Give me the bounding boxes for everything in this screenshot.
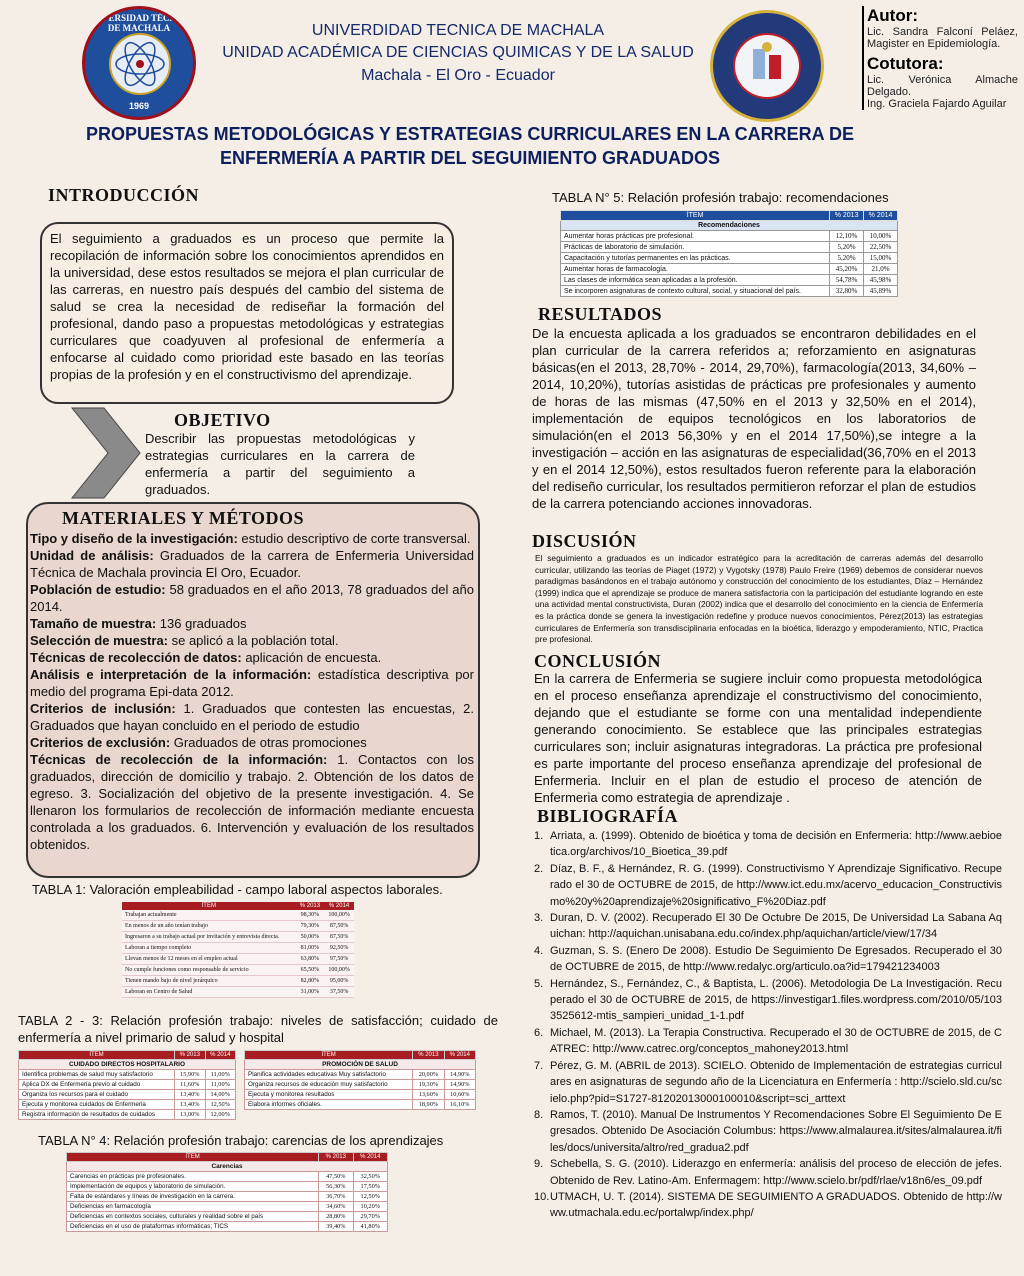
reference-item: 4. Guzman, S. S. (Enero De 2008). Estudio De Seguimiento De Egresados. Recuperado el 30 de OCTUBRE de 2015, de http://www.redalyc.org/articulo.oa?id=179421234003 (534, 944, 1002, 974)
materiales-item: Tamaño de muestra: 136 graduados (30, 616, 247, 631)
table-header: % 2014 (353, 1153, 387, 1162)
materiales-item: Unidad de análisis: Graduados de la carrera de Enfermeria Universidad Técnica de Machala provincia El Oro, Ecuador. (30, 548, 474, 580)
table-header: ÍTEM (67, 1153, 319, 1162)
table-row: Tienen mando bajo de nivel jerárquico 82,80% 95,00% (122, 976, 354, 987)
table-row: Ejecuta y monitorea cuidados de Enfermeria 13,40% 12,50% (19, 1100, 236, 1110)
tabla23-caption: TABLA 2 - 3: Relación profesión trabajo: niveles de satisfacción; cuidado de enfermería a nivel primario de salud y hospital (18, 1013, 498, 1045)
tabla1-caption: TABLA 1: Valoración empleabilidad - campo laboral aspectos laborales. (32, 882, 443, 897)
table-row: Deficiencias en contextos sociales, culturales y realidad sobre el país 28,80% 29,70% (67, 1212, 388, 1222)
objetivo-heading: OBJETIVO (174, 410, 271, 430)
table-row: Las clases de informática sean aplicadas a la profesión. 54,78% 45,98% (561, 275, 898, 286)
bibliografia-heading: BIBLIOGRAFÍA (537, 806, 679, 826)
materiales-item: Población de estudio: 58 graduados en el año 2013, 78 graduados del año 2014. (30, 582, 474, 614)
table-header: % 2013 (413, 1051, 444, 1060)
autor-text: Lic. Sandra Falconí Peláez, Magister en Epidemiología. (867, 26, 1018, 50)
reference-item: 1. Arriata, a. (1999). Obtenido de bioética y toma de decisión en Enfermeria: http://www.aebioetica.org/archivos/10_Bioetica_39.pdf (534, 830, 1002, 859)
university-name: UNIVERDIDAD TECNICA DE MACHALA (311, 22, 605, 39)
table-row: Capacitación y tutorías permanentes en las prácticas. 5,20% 15,00% (561, 253, 898, 264)
table-header: % 2014 (444, 1051, 475, 1060)
table-header: % 2014 (864, 211, 898, 221)
tabla3-promocion (244, 1050, 476, 1110)
table-row: Elabora informes oficiales. 18,90% 16,10% (245, 1100, 476, 1110)
table-header: % 2013 (830, 211, 864, 221)
table-row: Deficiencias en farmacología 34,60% 10,20% (67, 1202, 388, 1212)
table-row: Aplica DX de Enfermeria previo al cuidado 11,60% 11,00% (19, 1080, 236, 1090)
materiales-item: Criterios de exclusión: Graduados de otras promociones (30, 735, 367, 750)
materiales-item: Técnicas de recolección de datos: aplicación de encuesta. (30, 650, 382, 665)
seal-text: UNIVERSIDAD TÉCNICA DE MACHALA (85, 13, 193, 33)
discusion-heading: DISCUSIÓN (532, 531, 637, 551)
table-row: No cumple funciones como responsable de servicio 65,50% 100,00% (122, 965, 354, 976)
table-subheader: CUIDADO DIRECTOS HOSPITALARIO (19, 1060, 236, 1070)
reference-item: 8. Ramos, T. (2010). Manual De Instrumentos Y Recomendaciones Sobre El Seguimiento De Egresados. Obtenido De Asociación Columbus: https://www.almalaurea.it/sites/almalaurea.it/files/docs/universita/altro/red_gradua2.pdf (534, 1108, 1002, 1154)
table-row: Implementación de equipos y laboratorio de simulación. 56,30% 17,50% (67, 1182, 388, 1192)
table-row: Llevan menos de 12 meses en el empleo actual 63,80% 97,50% (122, 954, 354, 965)
table-header: ÍTEM (122, 902, 296, 910)
table-header: % 2014 (324, 902, 354, 910)
materiales-item: Análisis e interpretación de la información: estadística descriptiva por medio del programa Epi-data 2012. (30, 667, 474, 699)
table-row: Planifica actividades educativas Muy satisfactorio 20,00% 14,90% (245, 1070, 476, 1080)
table-row: Organiza recursos de educación muy satisfactorio 19,30% 14,90% (245, 1080, 476, 1090)
conclusion-heading: CONCLUSIÓN (534, 651, 662, 671)
seal-year: 1969 (128, 101, 150, 111)
tabla4-caption: TABLA N° 4: Relación profesión trabajo: carencias de los aprendizajes (38, 1133, 444, 1148)
reference-item: 10. UTMACH, U. T. (2014). SISTEMA DE SEGUIMIENTO A GRADUADOS. Obtenido de http://www.utmachala.edu.ec/portalwp/index.php/ (534, 1190, 1002, 1220)
table-row: Laboran a tiempo completo 81,00% 92,50% (122, 943, 354, 954)
tabla1 (122, 902, 354, 998)
resultados-text: De la encuesta aplicada a los graduados se encontraron debilidades en el plan curricular de la carrera referidos a; reforzamiento en asignaturas básicas(en el 2013, 28,70% - 2014, 29,70%), farmacología(2013, 34,60% – 2014, 10,20%), tutorías asistidas de prácticas pre profesionales y aumento de horas de las mismas (47,50% en el 2013 y 32,50% en el 2014), implementación de equipos tecnológicos en los laboratorios de simulación(en el 2013 56,30% y en el 2014 17,50%),se integre a la investigación – acción en las asignaturas de especialidad(36,70% en el 2013 y en el 2014 12,50%), estos resultados fueron referente para la elaboración del rediseño curricular, los resultados permitieron reforzar el plan de estudios de la carrera potenciando acciones innovadoras. (532, 326, 976, 511)
seal-emblem (109, 33, 171, 95)
authors-panel (862, 6, 1018, 110)
academic-unit: UNIDAD ACADÉMICA DE CIENCIAS QUIMICAS Y DE LA SALUD (222, 44, 694, 61)
reference-item: 6. Michael, M. (2013). La Terapia Constructiva. Recuperado el 30 de OCTUBRE de 2015, de CATREC: http://www.catrec.org/conceptos_mahoney2013.html (534, 1026, 1002, 1056)
reference-item: 5. Hernández, S., Fernández, C., & Baptista, L. (2006). Metodologia De La Investigación. Recuperado el 30 de OCTUBRE de 2015, de https://investigar1.files.wordpress.com/2010/05/1033525612-mtis_sampieri_unidad_1-1.pdf (534, 977, 1002, 1023)
table-row: Aumentar horas prácticas pre profesional. 12,10% 10,00% (561, 231, 898, 242)
table-header: ÍTEM (19, 1051, 175, 1060)
table-header: % 2013 (296, 902, 325, 910)
table-row: Deficiencias en el uso de plataformas informáticas; TICS 39,40% 41,80% (67, 1222, 388, 1232)
faculty-seal-logo (710, 10, 824, 122)
university-seal-logo (82, 6, 196, 120)
tabla5-caption: TABLA N° 5: Relación profesión trabajo: recomendaciones (552, 190, 889, 205)
materiales-item: Técnicas de recolección de la información: 1. Contactos con los graduados, dirección de domicilio y trabajo. 2. Obtención de los datos de egreso. 3. Socialización del objetivo de la presente investigación. 4. Se llenaron los formularios de recolección de información mediante encuesta controlada a los graduados. 6. Intervención y evaluación de los resultados obtenidos. (30, 752, 474, 852)
table-row: Prácticas de laboratorio de simulación. 5,20% 22,50% (561, 242, 898, 253)
cotutora-title: Cotutora: (867, 54, 944, 73)
reference-item: 7. Pérez, G. M. (ABRIL de 2013). SCIELO. Obtenido de Implementación de estrategias curriculares en asignaturas de segundo año de la Licenciatura en Enfermería : http://scielo.sld.cu/scielo.php?pid=S1727-81202013000100010&script=sci_arttext (534, 1059, 1002, 1105)
table-row: Carencias en prácticas pre profesionales. 47,50% 32,50% (67, 1172, 388, 1182)
table-row: En menos de un año tenían trabajo 79,30% 87,50% (122, 921, 354, 932)
materiales-item: Selección de muestra: se aplicó a la población total. (30, 633, 339, 648)
table-subheader: Carencias (67, 1162, 388, 1172)
autor-title: Autor: (867, 6, 918, 25)
tabla2-hospital (18, 1050, 236, 1120)
chevron-arrow-icon (64, 406, 144, 500)
faculty-emblem (733, 33, 801, 99)
table-row: Registra información de resultados de cuidados 13,00% 12,00% (19, 1110, 236, 1120)
table-header: % 2013 (319, 1153, 353, 1162)
materiales-item: Criterios de inclusión: 1. Graduados que contesten las encuestas, 2. Graduados que hayan concluido en el periodo de estudio (30, 701, 474, 733)
introduccion-text: El seguimiento a graduados es un proceso que permite la recopilación de información sobre los conocimientos aprendidos en la universidad, dese estos resultados se mejora el plan curricular de las carreras, en nuestro país después del cambio del sistema de salud se crea la necesidad de rediseñar la formación del profesional, dando paso a propuestas metodológicas y estrategias curriculares que coadyuven al profesional de enfermería a enfocarse al cuidado como prioridad este basado en las teorías propias de la profesión y en el constructivismo del aprendizaje. (50, 231, 444, 382)
materiales-heading: MATERIALES Y MÉTODOS (62, 508, 305, 528)
tabla5 (560, 210, 898, 297)
table-row: Aumentar horas de farmacología. 45,20% 21,0% (561, 264, 898, 275)
materiales-list (30, 530, 474, 853)
table-row: Laboran en Centro de Salud 31,00% 37,50% (122, 987, 354, 998)
tabla4 (66, 1152, 388, 1232)
table-subheader: PROMOCIÓN DE SALUD (245, 1060, 476, 1070)
table-header: % 2013 (175, 1051, 205, 1060)
table-header: % 2014 (205, 1051, 236, 1060)
table-subheader: Recomendaciones (561, 221, 898, 231)
reference-item: 2. Díaz, B. F., & Hernández, R. G. (1999). Constructivismo Y Aprendizaje Significativo. Recuperado el 30 de OCTUBRE de 2015, de http://www.ict.edu.mx/acervo_educacion_Constructivismo%20y%20aprendizaje%20significativo_F%20Diaz.pdf (534, 862, 1002, 908)
bibliografia-list (534, 828, 1002, 1276)
table-header: ÍTEM (561, 211, 830, 221)
resultados-heading: RESULTADOS (538, 304, 663, 324)
conclusion-text: En la carrera de Enfermeria se sugiere incluir como propuesta metodológica en el proceso enseñanza aprendizaje el constructivismo del conocimiento, dejando que el estudiante se forme con una mentalidad independiente generando conocimiento. Se establece que las principales estrategias curriculares son; incluir asignaturas integradoras. La práctica pre profesional es parte importante del proceso enseñanza aprendizaje del profesional de Enfermeria. Incluir en el plan de estudio el proceso de atención de Enfermeria como estrategia de aprendizaje . (534, 671, 982, 805)
table-row: Ejecuta y monitorea resultados 13,60% 10,60% (245, 1090, 476, 1100)
reference-item: 9. Schebella, S. G. (2010). Liderazgo en enfermería: análisis del proceso de elección de jefes. Obtenido de Rev. Latino-Am. Enfermagem: http://www.scielo.br/pdf/rlae/v18n6/es_09.pdf (534, 1158, 1002, 1187)
table-row: Trabajan actualmente 98,30% 100,00% (122, 910, 354, 921)
materiales-item: Tipo y diseño de la investigación: estudio descriptivo de corte transversal. (30, 531, 471, 546)
discusion-text: El seguimiento a graduados es un indicador estratégico para la acreditación de carreras además del desarrollo curricular, utilizando las teorías de Piaget (1972) y Vygotsky (1978) Paulo Freire (1969) debemos de considerar nuevos paradigmas basándonos en el trabajo autónomo y construcción del conocimiento de los estudiantes, Díaz – Hernández (1999) indica que el aprendizaje se produce de manera satisfactoria con la participación del estudiante logrando en este una actividad mental constructivista, Duran (2002) indica que el desarrollo del conocimiento en la ciencia de Enfermería es la práctica donde se genera la investigación redefine y produce nuevos conocimientos, Pérez(2013) las estrategias curriculares de Enfermería son transdisciplinaria enfocadas en la bioética, liderazgo y empoderamiento, NTIC, Practica pre profesional. (535, 553, 983, 645)
introduccion-box (40, 222, 454, 404)
table-row: Ingresaron a su trabajo actual por invitación y entrevista directa. 50,00% 87,50% (122, 932, 354, 943)
table-row: Identifica problemas de salud muy satisfactorio 15,90% 11,00% (19, 1070, 236, 1080)
table-row: Organiza los recursos para el cuidado 13,40% 14,00% (19, 1090, 236, 1100)
city-line: Machala - El Oro - Ecuador (361, 67, 555, 84)
cotutora-2: Ing. Graciela Fajardo Aguilar (867, 98, 1007, 110)
reference-item: 3. Duran, D. V. (2002). Recuperado El 30 De Octubre De 2015, De Universidad La Sabana Aquichan: http://aquichan.unisabana.edu.co/index.php/aquichan/article/view/17/34 (534, 912, 1002, 941)
table-header: ÍTEM (245, 1051, 413, 1060)
cotutora-1: Lic. Verónica Almache Delgado. (867, 74, 1018, 98)
poster-title: PROPUESTAS METODOLÓGICAS Y ESTRATEGIAS CURRICULARES EN LA CARRERA DE ENFERMERÍA A PARTIR DEL SEGUIMIENTO GRADUADOS (85, 124, 855, 168)
introduccion-heading: INTRODUCCIÓN (48, 185, 200, 205)
table-row: Se incorporen asignaturas de contexto cultural, social, y situacional del país. 32,80% 45,89% (561, 286, 898, 297)
objetivo-text: Describir las propuestas metodológicas y estrategias curriculares en la carrera de enfermería a partir del seguimiento a graduados. (145, 431, 415, 497)
table-row: Falta de estándares y líneas de investigación en la carrera. 36,70% 12,50% (67, 1192, 388, 1202)
